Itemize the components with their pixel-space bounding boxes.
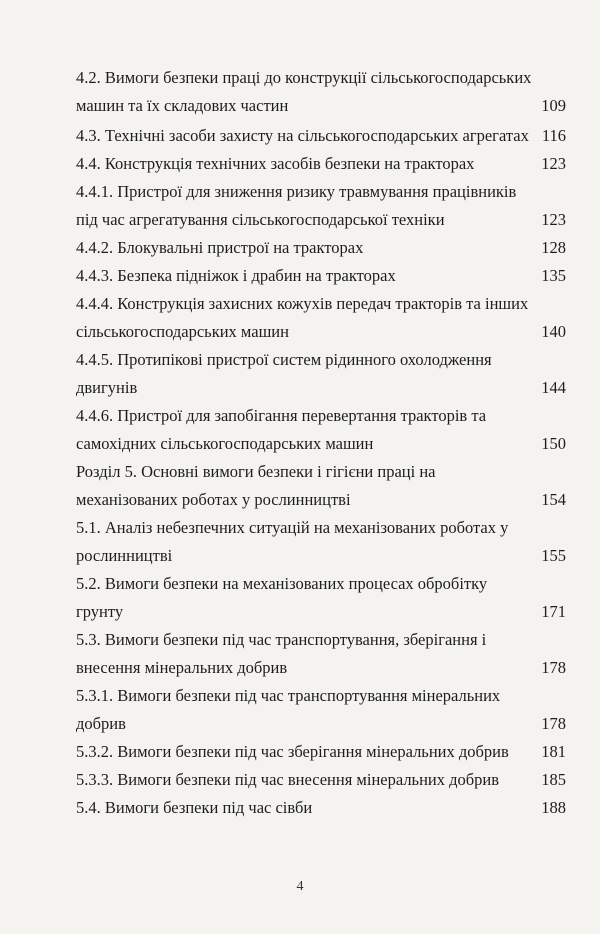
toc-entry-line: 5.2. Вимоги безпеки на механізованих процесах обробітку [76,574,488,593]
toc-page-number: 178 [541,658,566,677]
page-number: 4 [296,879,304,894]
toc-entry-line: 5.1. Аналіз небезпечних ситуацій на механізованих роботах у [76,518,509,537]
toc-page-number: 116 [541,126,566,145]
toc-entry-line: 4.4.3. Безпека підніжок і драбин на тракторах [76,266,396,285]
toc-entry-line: грунту [76,602,124,621]
toc-page-number: 178 [541,714,566,733]
toc-entry-line: сільськогосподарських машин [76,322,289,341]
toc-entry-line: самохідних сільськогосподарських машин [76,434,374,453]
toc-page-number: 155 [541,546,566,565]
toc-page-number: 123 [541,210,566,229]
toc-entry-line: внесення мінеральних добрив [76,658,288,677]
toc-entry-line: 4.3. Технічні засоби захисту на сільськогосподарських агрегатах [76,126,529,145]
toc-page-number: 144 [541,378,566,397]
toc-entry-line: 5.3.2. Вимоги безпеки під час зберігання мінеральних добрив [76,742,509,761]
toc-page-number: 150 [541,434,566,453]
toc-entry-line: під час агрегатування сільськогосподарської техніки [76,210,445,229]
toc-entry-line: двигунів [76,378,138,397]
toc-entry-line: 4.4. Конструкція технічних засобів безпеки на тракторах [76,154,475,173]
toc-page-number: 181 [541,742,566,761]
toc-entry-line: 4.2. Вимоги безпеки праці до конструкції сільськогосподарських [76,68,532,87]
toc-entry-line: добрив [76,714,126,733]
toc-page-number: 109 [541,96,566,115]
toc-page-number: 123 [541,154,566,173]
toc-entry-line: Розділ 5. Основні вимоги безпеки і гігієни праці на [76,462,436,481]
toc-entry-line: 5.3.3. Вимоги безпеки під час внесення мінеральних добрив [76,770,500,789]
toc-entry-line: 5.3. Вимоги безпеки під час транспортування, зберігання і [76,630,487,649]
toc-page-number: 188 [541,798,566,817]
toc-entry-line: 4.4.1. Пристрої для зниження ризику травмування працівників [76,182,517,201]
toc-entry-line: 5.3.1. Вимоги безпеки під час транспортування мінеральних [76,686,501,705]
toc-page-number: 135 [541,266,566,285]
toc-page-number: 154 [541,490,566,509]
toc-entry-line: 4.4.5. Протипікові пристрої систем рідинного охолодження [76,350,492,369]
toc-page-number: 185 [541,770,566,789]
toc-page-number: 128 [541,238,566,257]
toc-entry-line: 5.4. Вимоги безпеки під час сівби [76,798,313,817]
toc-entry-line: механізованих роботах у рослинництві [76,490,351,509]
toc-entry-line: 4.4.6. Пристрої для запобігання перевертання тракторів та [76,406,487,425]
toc-entry-line: рослинництві [76,546,173,565]
toc-page-number: 171 [541,602,566,621]
toc-entry-line: 4.4.2. Блокувальні пристрої на тракторах [76,238,364,257]
toc-page-number: 140 [541,322,566,341]
toc-entry-line: 4.4.4. Конструкція захисних кожухів передач тракторів та інших [76,294,529,313]
toc-entry-line: машин та їх складових частин [76,96,289,115]
